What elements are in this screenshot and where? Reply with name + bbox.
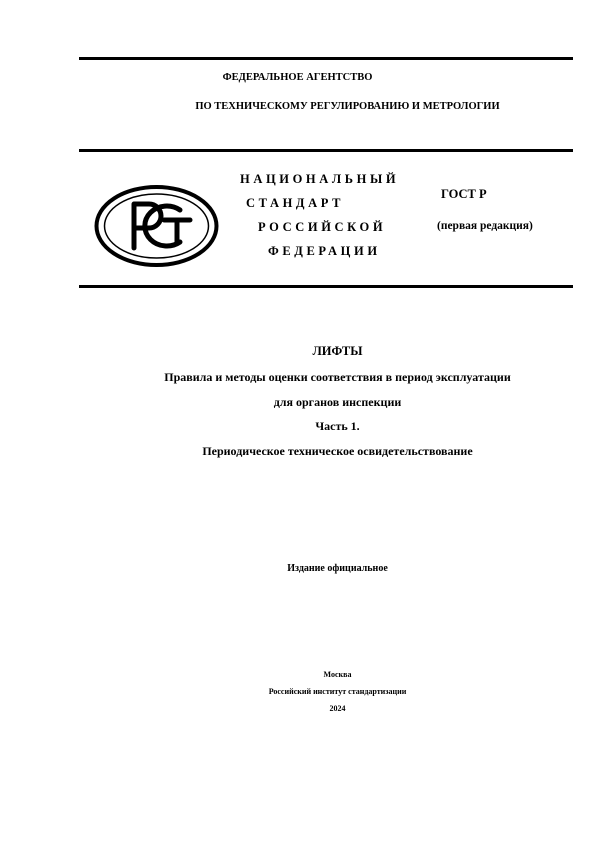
document-title: ЛИФТЫ xyxy=(312,344,363,358)
standard-designation: ГОСТ Р xyxy=(441,187,487,201)
top-rule xyxy=(79,57,573,60)
title-line-2: для органов инспекции xyxy=(273,395,402,409)
imprint-city: Москва xyxy=(323,670,352,679)
rst-gost-logo-icon xyxy=(94,184,219,268)
official-edition-note: Издание официальное xyxy=(287,563,388,574)
imprint-year: 2024 xyxy=(329,704,346,713)
standard-line-1: НАЦИОНАЛЬНЫЙ xyxy=(240,172,400,186)
standard-line-2: СТАНДАРТ xyxy=(246,196,345,210)
agency-line-1: ФЕДЕРАЛЬНОЕ АГЕНТСТВО xyxy=(222,72,373,83)
title-part: Часть 1. xyxy=(315,419,360,433)
edition-label: (первая редакция) xyxy=(437,220,533,232)
title-subtitle: Периодическое техническое освидетельствование xyxy=(202,444,473,458)
agency-line-2: ПО ТЕХНИЧЕСКОМУ РЕГУЛИРОВАНИЮ И МЕТРОЛОГИИ xyxy=(195,101,500,112)
standard-line-3: РОССИЙСКОЙ xyxy=(258,220,387,234)
bottom-rule xyxy=(79,285,573,288)
title-line-1: Правила и методы оценки соответствия в период эксплуатации xyxy=(164,370,511,384)
middle-rule xyxy=(79,149,573,152)
standard-line-4: ФЕДЕРАЦИИ xyxy=(268,244,381,258)
imprint-publisher: Российский институт стандартизации xyxy=(268,687,407,696)
